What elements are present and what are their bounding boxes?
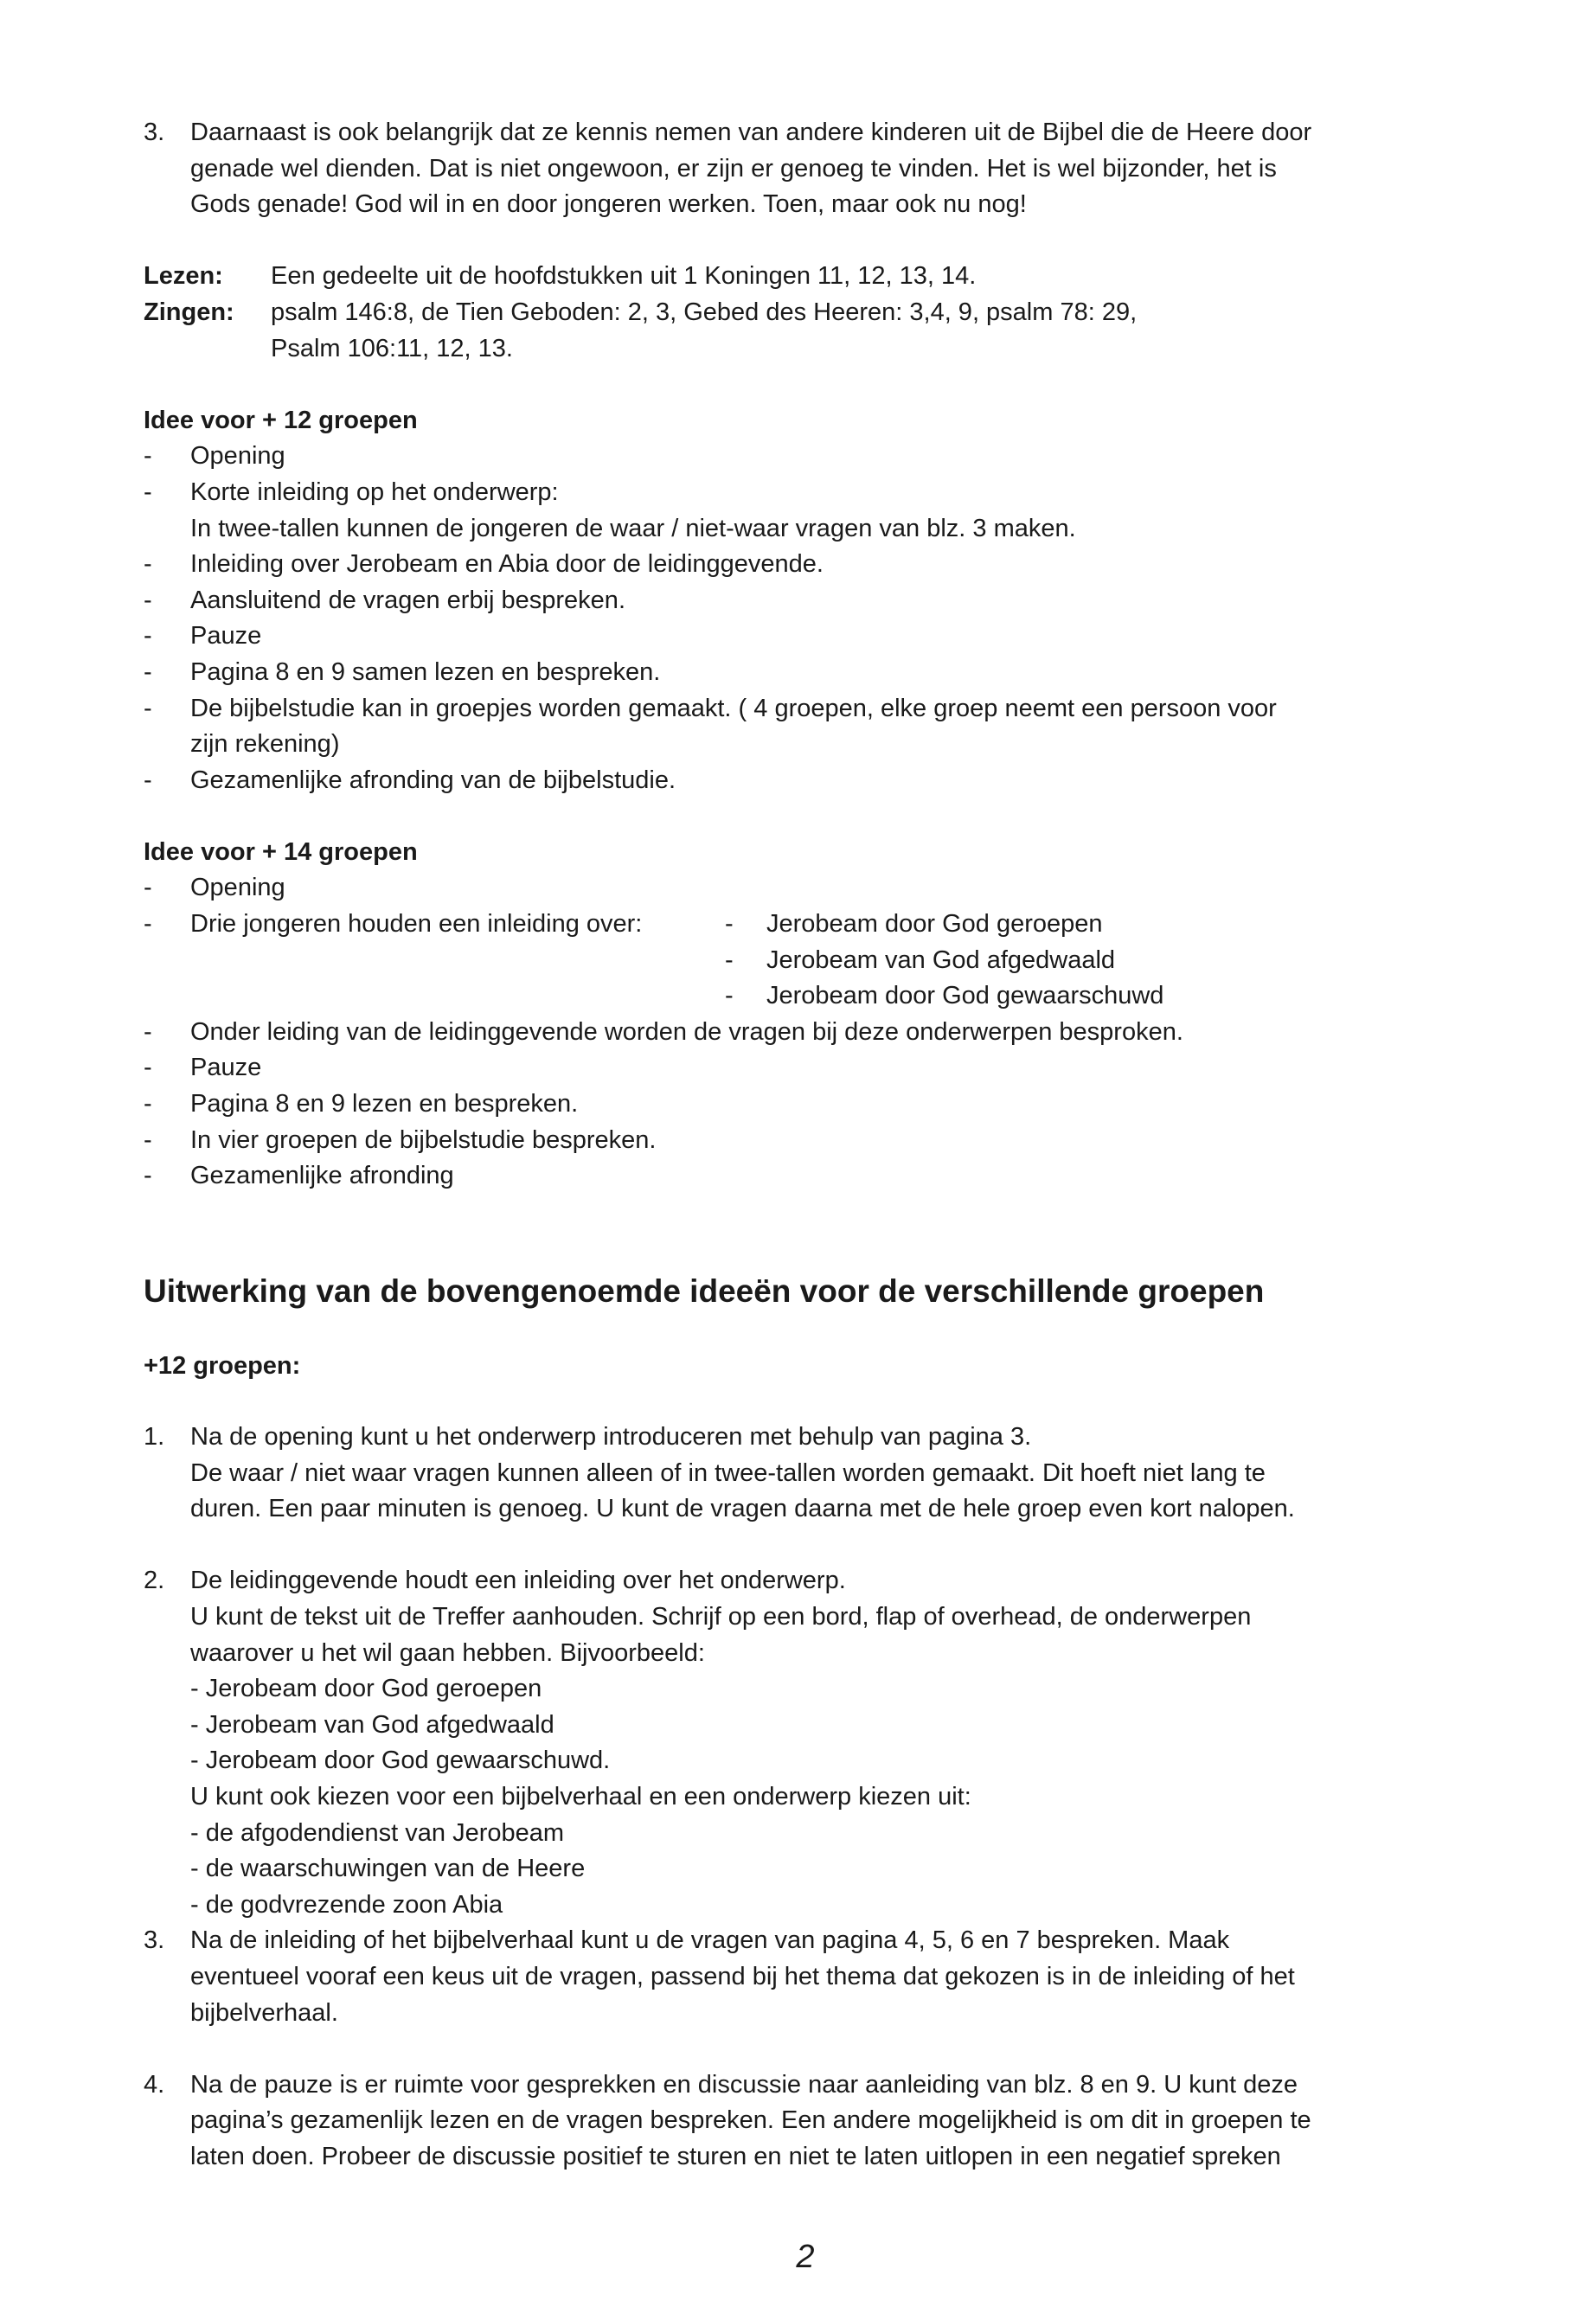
idee14-heading: Idee voor + 14 groepen — [144, 837, 418, 866]
lezen-row — [0, 259, 1596, 295]
item-text: Daarnaast is ook belangrijk dat ze kennis nemen van andere kinderen uit de Bijbel die de Heere door — [190, 119, 1312, 146]
item-text: - de godvrezende zoon Abia — [190, 1890, 503, 1919]
item-text: In twee-tallen kunnen de jongeren de waar / niet-waar vragen van blz. 3 maken. — [190, 514, 1076, 542]
bullet: - — [144, 766, 152, 794]
item-text: Onder leiding van de leidinggevende worden de vragen bij deze onderwerpen besproken. — [190, 1017, 1183, 1046]
list-item — [0, 1158, 1596, 1195]
item-text: - Jerobeam van God afgedwaald — [190, 1710, 554, 1739]
zingen-value: psalm 146:8, de Tien Geboden: 2, 3, Gebed des Heeren: 3,4, 9, psalm 78: 29, — [271, 298, 1138, 326]
list-item — [0, 1015, 1596, 1051]
list-item — [0, 1563, 1596, 1599]
bullet: - — [144, 478, 152, 506]
item-text: U kunt ook kiezen voor een bijbelverhaal en een onderwerp kiezen uit: — [190, 1782, 971, 1811]
item-number: 2. — [144, 1567, 165, 1595]
bullet: - — [725, 910, 734, 939]
item-text: Na de opening kunt u het onderwerp introduceren met behulp van pagina 3. — [190, 1423, 1032, 1451]
item-text: genade wel dienden. Dat is niet ongewoon, er zijn er genoeg te vinden. Het is wel bijzonder, het is — [190, 154, 1277, 183]
item-text: - Jerobeam door God geroepen — [190, 1675, 542, 1703]
item-text: Drie jongeren houden een inleiding over: — [190, 910, 643, 939]
item-text: Pauze — [190, 1054, 262, 1082]
list-item — [0, 1086, 1596, 1123]
subitem-text: Jerobeam door God geroepen — [766, 910, 1103, 939]
bullet: - — [144, 622, 152, 651]
list-item — [0, 115, 1596, 151]
list-item — [0, 907, 1596, 943]
item-text: Pagina 8 en 9 lezen en bespreken. — [190, 1090, 579, 1118]
item-text: Opening — [190, 874, 285, 902]
bullet: - — [144, 550, 152, 579]
bullet: - — [144, 1054, 152, 1082]
list-item — [0, 2067, 1596, 2104]
item-text: waarover u het wil gaan hebben. Bijvoorbeeld: — [190, 1638, 705, 1667]
list-item — [0, 763, 1596, 799]
zingen-row — [0, 295, 1596, 331]
list-item — [0, 439, 1596, 475]
item-text: pagina’s gezamenlijk lezen en de vragen bespreken. Een andere mogelijkheid is om dit in groepen te — [190, 2106, 1311, 2135]
bullet: - — [144, 442, 152, 471]
item-text: U kunt de tekst uit de Treffer aanhouden. Schrijf op een bord, flap of overhead, de onderwerpen — [190, 1602, 1252, 1631]
list-item — [0, 870, 1596, 907]
bullet: - — [144, 874, 152, 902]
item-text: - de afgodendienst van Jerobeam — [190, 1818, 565, 1847]
bullet: - — [144, 910, 152, 939]
subitem-text: Jerobeam van God afgedwaald — [766, 945, 1116, 974]
list-item — [0, 691, 1596, 727]
item-number: 3. — [144, 1926, 165, 1955]
list-item — [0, 1123, 1596, 1159]
idee12-heading: Idee voor + 12 groepen — [144, 406, 418, 434]
list-item — [0, 583, 1596, 619]
list-item — [0, 547, 1596, 583]
list-item — [0, 1923, 1596, 1959]
list-item — [0, 1050, 1596, 1086]
item-text: zijn rekening) — [190, 730, 340, 759]
item-text: Pagina 8 en 9 samen lezen en bespreken. — [190, 657, 661, 686]
item-text: Inleiding over Jerobeam en Abia door de leidinggevende. — [190, 550, 824, 579]
bullet: - — [144, 1090, 152, 1118]
item-text: Opening — [190, 442, 285, 471]
zingen-value: Psalm 106:11, 12, 13. — [271, 334, 513, 362]
subheading-block — [0, 1349, 1596, 1385]
item-number: 3. — [144, 119, 165, 146]
item-text: Na de inleiding of het bijbelverhaal kunt u de vragen van pagina 4, 5, 6 en 7 bespreken. Maak — [190, 1926, 1230, 1955]
list-item — [0, 619, 1596, 655]
section-heading: Uitwerking van de bovengenoemde ideeën voor de verschillende groepen — [144, 1273, 1265, 1309]
item-text: Aansluitend de vragen erbij bespreken. — [190, 586, 625, 614]
item-text: In vier groepen de bijbelstudie bespreken. — [190, 1125, 657, 1154]
bullet: - — [144, 586, 152, 614]
item-text: De bijbelstudie kan in groepjes worden gemaakt. ( 4 groepen, elke groep neemt een persoon voor — [190, 694, 1277, 722]
item-text: eventueel vooraf een keus uit de vragen, passend bij het thema dat gekozen is in de inleiding of het — [190, 1962, 1295, 1990]
top-section — [0, 115, 1596, 1195]
bullet: - — [144, 657, 152, 686]
bullet: - — [144, 1017, 152, 1046]
item-text: Gezamenlijke afronding van de bijbelstudie. — [190, 766, 676, 794]
item-text: laten doen. Probeer de discussie positief te sturen en niet te laten uitlopen in een negatief spreken — [190, 2142, 1281, 2170]
bullet: - — [725, 945, 734, 974]
zingen-label: Zingen: — [144, 298, 234, 326]
item-text: Pauze — [190, 622, 262, 651]
item-text: De leidinggevende houdt een inleiding over het onderwerp. — [190, 1567, 846, 1595]
item-text: duren. Een paar minuten is genoeg. U kunt de vragen daarna met de hele groep even kort nalopen. — [190, 1495, 1295, 1523]
lezen-label: Lezen: — [144, 262, 223, 291]
item-text: - Jerobeam door God gewaarschuwd. — [190, 1747, 611, 1775]
lezen-value: Een gedeelte uit de hoofdstukken uit 1 Koningen 11, 12, 13, 14. — [271, 262, 977, 291]
bullet: - — [144, 1125, 152, 1154]
bullet: - — [144, 1162, 152, 1190]
list-item — [0, 475, 1596, 511]
bullet: - — [725, 982, 734, 1010]
uitwerking-list — [0, 1420, 1596, 2175]
item-number: 4. — [144, 2070, 165, 2099]
item-text: bijbelverhaal. — [190, 1998, 338, 2027]
page-number: 2 — [796, 2239, 815, 2275]
subitem-text: Jerobeam door God gewaarschuwd — [766, 982, 1164, 1010]
item-text: - de waarschuwingen van de Heere — [190, 1855, 586, 1883]
item-number: 1. — [144, 1423, 165, 1451]
item-text: Gods genade! God wil in en door jongeren werken. Toen, maar ook nu nog! — [190, 190, 1027, 219]
subheading: +12 groepen: — [144, 1352, 301, 1380]
item-text: Korte inleiding op het onderwerp: — [190, 478, 559, 506]
item-text: Na de pauze is er ruimte voor gesprekken en discussie naar aanleiding van blz. 8 en 9. U kunt deze — [190, 2070, 1298, 2099]
list-item — [0, 1420, 1596, 1456]
list-item — [0, 655, 1596, 691]
bullet: - — [144, 694, 152, 722]
item-text: De waar / niet waar vragen kunnen alleen of in twee-tallen worden gemaakt. Dit hoeft niet lang te — [190, 1458, 1266, 1487]
item-text: Gezamenlijke afronding — [190, 1162, 454, 1190]
